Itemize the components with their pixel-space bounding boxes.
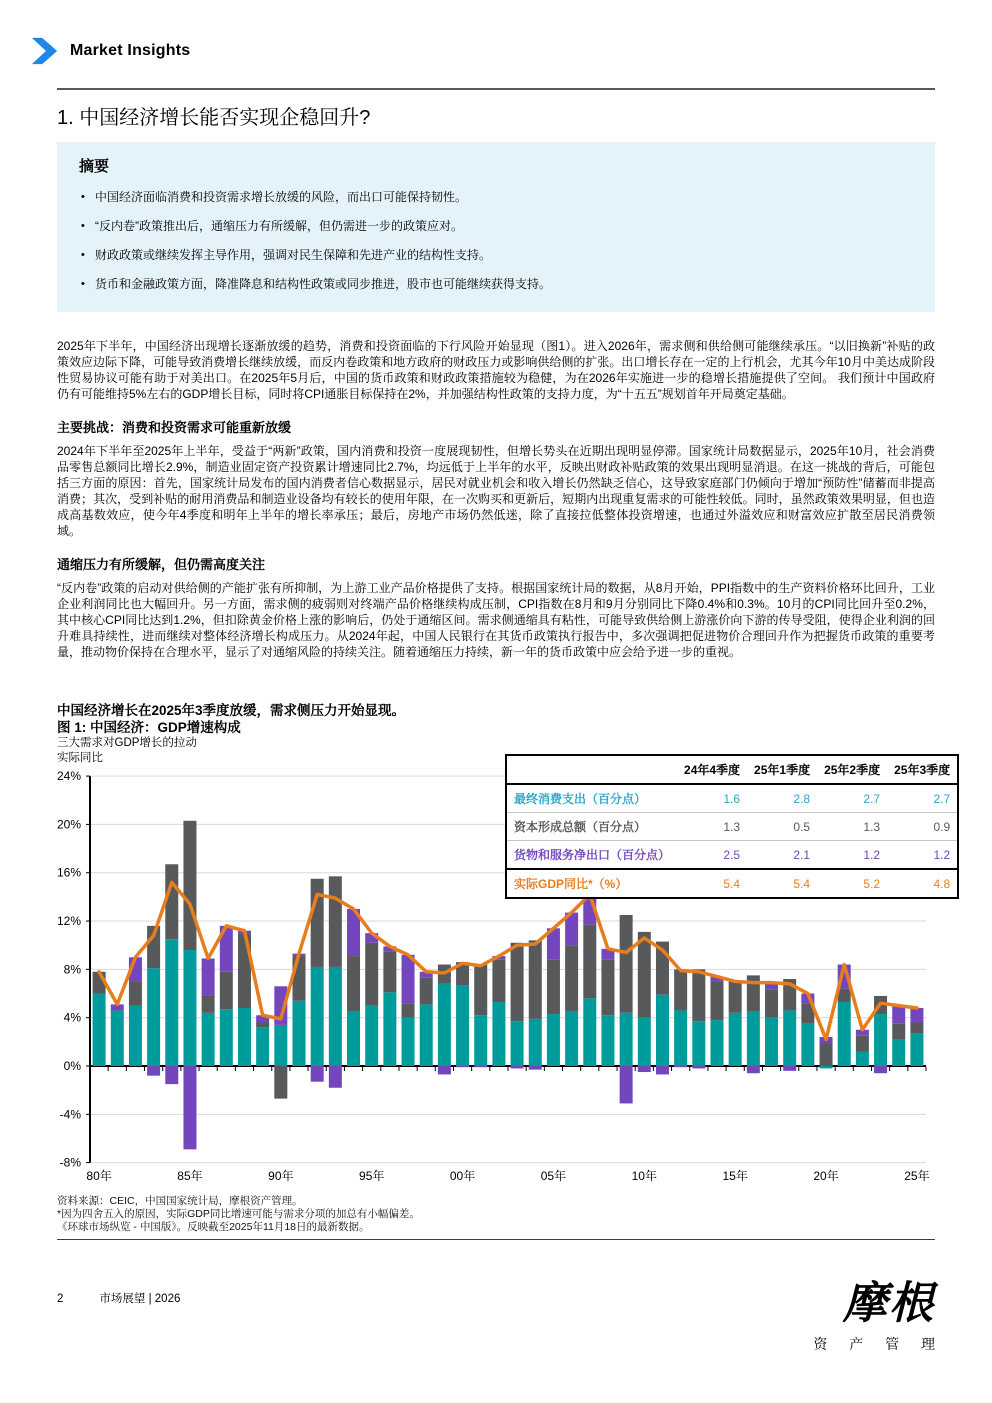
bar-segment xyxy=(383,992,396,1066)
bar-segment xyxy=(293,1001,306,1066)
bar-segment xyxy=(365,1006,378,1066)
table-value-cell: 2.1 xyxy=(747,841,817,870)
bar-segment xyxy=(438,984,451,1066)
bar-segment xyxy=(692,1021,705,1066)
bar-segment xyxy=(511,943,524,1022)
source-note: 资料来源：CEIC，中国国家统计局，摩根资产管理。 xyxy=(57,1195,303,1207)
svg-text:25年: 25年 xyxy=(904,1169,930,1183)
bar-segment xyxy=(547,1014,560,1066)
bar-segment xyxy=(165,1066,178,1084)
bar-segment xyxy=(729,1013,742,1066)
bar-segment xyxy=(638,1066,651,1072)
summary-box xyxy=(57,142,935,312)
bar-segment xyxy=(329,876,342,967)
bar-segment xyxy=(910,1033,923,1066)
company-logo xyxy=(813,1278,944,1354)
intro-paragraph: 2025年下半年，中国经济出现增长逐渐放缓的趋势，消费和投资面临的下行风险开始显现（图1）。进入2026年，需求侧和供给侧可能继续承压。“以旧换新”补贴的政策效应边际下降，可能导致消费增长继续放缓，而反内卷政策和地方政府的财政压力或影响供给侧的扩张。出口增长存在一定的上行机会，尤其今年10月中美达成阶段性贸易协议可能有助于对美出口。在2025年5月后，中国的货币政策和财政政策措施较为稳健，为在2026年实施进一步的稳增长措施提供了空间。 我们预计中国政府仍有可能维持5%左右的GDP增长目标，同时将CPI通胀目标保持在2%，并加强结构性政策的支持力度，为“十五五”规划首年开局奠定基础。 xyxy=(57,339,935,401)
bar-segment xyxy=(892,1024,905,1040)
bar-segment xyxy=(492,960,505,1002)
bar-segment xyxy=(420,1004,433,1066)
bar-segment xyxy=(892,1039,905,1066)
figure-yoy-note: 实际同比 xyxy=(57,752,103,764)
svg-text:16%: 16% xyxy=(56,865,81,880)
bar-segment xyxy=(202,1013,215,1066)
figure-title: 图 1: 中国经济：GDP增速构成 xyxy=(57,720,241,735)
table-value-cell: 0.9 xyxy=(887,813,958,841)
svg-text:0%: 0% xyxy=(63,1059,81,1073)
bar-segment xyxy=(674,1010,687,1066)
bar-segment xyxy=(601,960,614,1016)
bar-segment xyxy=(202,996,215,1013)
bar-segment xyxy=(692,969,705,1021)
page-footer xyxy=(57,1290,935,1306)
bar-segment xyxy=(256,1023,269,1028)
bar-segment xyxy=(311,967,324,1066)
bar-segment xyxy=(529,1066,542,1070)
bar-segment xyxy=(274,1025,287,1066)
bar-segment xyxy=(511,1066,524,1068)
bar-segment xyxy=(293,956,306,1001)
bar-segment xyxy=(765,990,778,1018)
summary-bullet: • 货币和金融政策方面，降准降息和结构性政策或同步推进，股市也可能继续获得支持。 xyxy=(79,276,913,292)
svg-text:80年: 80年 xyxy=(86,1169,112,1183)
bar-segment xyxy=(111,1010,124,1066)
figure-lead: 中国经济增长在2025年3季度放缓，需求侧压力开始显现。 xyxy=(57,703,406,718)
table-value-cell: 2.5 xyxy=(677,841,747,870)
rounding-note: *因为四舍五入的原因，实际GDP同比增速可能与需求分项的加总有小幅偏差。 xyxy=(57,1208,420,1220)
page-number: 2 xyxy=(57,1293,64,1305)
bar-segment xyxy=(583,998,596,1066)
table-quarter-header: 24年4季度 xyxy=(677,755,747,784)
table-value-cell: 2.7 xyxy=(933,791,951,806)
bar-segment xyxy=(674,969,687,1010)
summary-title: 摘要 xyxy=(79,158,110,175)
table-row-label: 资本形成总额（百分点） xyxy=(506,813,677,841)
table-value-cell: 1.2 xyxy=(887,841,958,870)
guide-note: 《环球市场纵览 - 中国版》。反映截至2025年11月18日的最新数据。 xyxy=(57,1221,370,1233)
bar-segment xyxy=(765,1018,778,1066)
table-row xyxy=(506,784,958,813)
bar-segment xyxy=(147,968,160,1066)
bar-segment xyxy=(183,821,196,950)
bar-segment xyxy=(892,1006,905,1024)
bar-segment xyxy=(783,1066,796,1071)
table-row xyxy=(506,841,958,870)
gdp-chart xyxy=(50,763,951,1190)
bar-segment xyxy=(202,958,215,995)
table-row-label: 实际GDP同比*（%） xyxy=(506,869,677,898)
footer-title: 市场展望 | 2026 xyxy=(99,1293,181,1305)
bar-segment xyxy=(474,1066,487,1067)
bar-segment xyxy=(474,965,487,1016)
bar-segment xyxy=(674,1066,687,1067)
bar-segment xyxy=(529,940,542,1019)
bar-segment xyxy=(856,1052,869,1066)
svg-text:05年: 05年 xyxy=(540,1169,567,1183)
bar-segment xyxy=(311,1066,324,1082)
bar-segment xyxy=(402,1018,415,1066)
bar-segment xyxy=(402,1003,415,1017)
bar-segment xyxy=(165,864,178,939)
bar-segment xyxy=(438,1066,451,1074)
svg-text:20%: 20% xyxy=(56,817,81,832)
bar-segment xyxy=(511,1021,524,1066)
bar-segment xyxy=(565,945,578,1011)
brand-title: Market Insights xyxy=(70,42,191,59)
svg-text:20年: 20年 xyxy=(813,1169,839,1183)
svg-text:-4%: -4% xyxy=(59,1107,81,1122)
bar-segment xyxy=(274,1066,287,1099)
svg-text:12%: 12% xyxy=(56,914,81,929)
bar-segment xyxy=(820,1043,833,1066)
quarterly-contribution-table xyxy=(505,754,959,899)
bar-segment xyxy=(783,1010,796,1066)
deflation-paragraph: “反内卷”政策的启动对供给侧的产能扩张有所抑制，为上游工业产品价格提供了支持。根据国家统计局的数据，从8月开始，PPI指数中的生产资料价格环比回升，工业企业利润同比也大幅回升。另一方面，需求侧的疲弱则对终端产品价格继续构成压制，CPI指数在8月和9月分别同比下降0.4%和0.3%。10月的CPI同比回升至0.2%，其中核心CPI同比达到1.2%，但扣除黄金价格上涨的影响后，仍处于通缩区间。需求侧通缩具有粘性，可能导致供给侧上游涨价向下游的传导受阻，使得企业利润的回升难具持续性，进而继续对整体经济增长构成压力。从2024年起，中国人民银行在其货币政策执行报告中，多次强调把促进物价合理回升作为把握货币政策的重要考量，推动物价保持在合理水平，显示了对通缩风险的持续关注。随着通缩压力持续，新一年的货币政策中应会给予进一步的重视。 xyxy=(57,581,935,659)
bars-最终消费支出 xyxy=(93,939,924,1068)
bar-segment xyxy=(165,939,178,1066)
bar-segment xyxy=(256,1027,269,1066)
bar-segment xyxy=(620,1013,633,1066)
bar-segment xyxy=(620,1066,633,1103)
table-row-label: 最终消费支出（百分点） xyxy=(514,792,647,806)
company-logo-sub: 资 产 管 理 xyxy=(813,1336,944,1352)
bar-segment xyxy=(220,1009,233,1066)
bar-segment xyxy=(529,1019,542,1066)
bar-segment xyxy=(820,1066,833,1068)
figure-notes xyxy=(57,1195,935,1234)
figure-subtitle: 三大需求对GDP增长的拉动 xyxy=(57,737,197,749)
table-row xyxy=(506,869,958,898)
table-quarter-header: 25年1季度 xyxy=(747,755,817,784)
bar-segment xyxy=(238,1008,251,1066)
summary-list xyxy=(79,189,913,292)
bar-segment xyxy=(129,1006,142,1066)
bar-segment xyxy=(220,972,233,1009)
bar-segment xyxy=(711,981,724,1020)
bar-segment xyxy=(347,1012,360,1066)
bar-segment xyxy=(856,1036,869,1052)
company-logo-main: 摩根 xyxy=(843,1278,935,1329)
bar-segment xyxy=(601,1015,614,1066)
table-value-cell: 4.8 xyxy=(887,869,958,898)
bar-segment xyxy=(383,951,396,992)
bar-segment xyxy=(910,1008,923,1022)
table-value-cell: 5.4 xyxy=(747,869,817,898)
bar-segment xyxy=(801,1024,814,1066)
market-insights-logo-icon xyxy=(30,36,60,66)
summary-bullet: • 财政政策或继续发挥主导作用，强调对民生保障和先进产业的结构性支持。 xyxy=(79,247,913,263)
table-value-cell: 1.2 xyxy=(817,841,887,870)
challenges-paragraph: 2024年下半年至2025年上半年，受益于“两新”政策，国内消费和投资一度展现韧性，但增长势头在近期出现明显停滞。国家统计局数据显示，2025年10月，社会消费品零售总额同比增长2.9%，制造业固定资产投资累计增速同比2.7%，均远低于上半年的水平，反映出财政补贴政策的效果出现明显消退。在这一挑战的背后，可能包括三方面的原因：首先，国家统计局发布的国内消费者信心数据显示，居民对就业机会和收入增长仍然缺乏信心，这导致家庭部门仍倾向于增加“预防性”储蓄而非提高消费；其次，受到补贴的耐用消费品和制造业设备均有较长的使用年限，在一次购买和更新后，短期内出现重复需求的可能性较低。同时，虽然政策效果明显，但也造成高基数效应，使今年4季度和明年上半年的增长率承压；最后，房地产市场仍然低迷，除了直接拉低整体投资增速，也通过外溢效应和财富效应扩散至居民消费领域。 xyxy=(57,444,935,538)
bar-segment xyxy=(492,1002,505,1066)
bar-segment xyxy=(729,981,742,1012)
table-value-cell: 2.7 xyxy=(863,791,881,806)
section-heading-deflation: 通缩压力有所缓解，但仍需高度关注 xyxy=(57,557,266,572)
svg-text:10年: 10年 xyxy=(631,1169,657,1183)
bar-segment xyxy=(456,985,469,1066)
page-title: 1. 中国经济增长能否实现企稳回升? xyxy=(57,107,371,129)
bar-segment xyxy=(692,1066,705,1068)
bar-segment xyxy=(638,1018,651,1066)
bar-segment xyxy=(747,1012,760,1066)
bar-segment xyxy=(329,967,342,1066)
bar-segment xyxy=(329,1066,342,1088)
table-value-cell: 5.4 xyxy=(677,869,747,898)
figure-1 xyxy=(56,702,951,1234)
section-heading-challenges: 主要挑战：消费和投资需求可能重新放缓 xyxy=(57,420,292,435)
table-row-label: 货物和服务净出口（百分点） xyxy=(506,841,677,870)
x-axis-labels xyxy=(86,1168,929,1183)
y-axis-labels xyxy=(57,769,90,1170)
bar-segment xyxy=(910,1023,923,1034)
bar-segment xyxy=(638,932,651,1018)
table-value-cell: 1.3 xyxy=(677,813,747,841)
bar-segment xyxy=(583,925,596,999)
bar-segment xyxy=(474,1015,487,1066)
summary-bullet: • 中国经济面临消费和投资需求增长放缓的风险，而出口可能保持韧性。 xyxy=(79,189,913,205)
bar-segment xyxy=(129,981,142,1005)
bar-segment xyxy=(874,1014,887,1066)
bar-segment xyxy=(147,1066,160,1076)
table-value-cell: 1.6 xyxy=(723,791,741,806)
bar-segment xyxy=(365,943,378,1006)
svg-text:-8%: -8% xyxy=(59,1155,81,1170)
bar-segment xyxy=(456,1066,469,1067)
table-value-cell: 1.3 xyxy=(817,813,887,841)
table-quarter-header: 25年2季度 xyxy=(817,755,887,784)
summary-bullet: • “反内卷”政策推出后，通缩压力有所缓解，但仍需进一步的政策应对。 xyxy=(79,218,913,234)
header-divider xyxy=(57,88,935,90)
bar-segment xyxy=(565,1012,578,1066)
svg-text:95年: 95年 xyxy=(359,1169,385,1183)
bar-segment xyxy=(620,915,633,1013)
table-value-cell: 0.5 xyxy=(747,813,817,841)
bar-segment xyxy=(347,956,360,1012)
bar-segment xyxy=(311,879,324,967)
table-value-cell: 2.8 xyxy=(793,791,811,806)
bar-segment xyxy=(838,1002,851,1066)
header xyxy=(30,0,935,66)
svg-text:24%: 24% xyxy=(56,769,81,784)
table-value-cell: 5.2 xyxy=(817,869,887,898)
bar-segment xyxy=(183,1066,196,1149)
bar-segment xyxy=(747,1066,760,1073)
svg-text:8%: 8% xyxy=(63,962,81,977)
svg-text:90年: 90年 xyxy=(268,1169,294,1183)
bar-segment xyxy=(874,1066,887,1073)
footer-divider xyxy=(57,1239,935,1240)
bar-segment xyxy=(656,995,669,1066)
bar-segment xyxy=(93,994,106,1066)
table-quarter-header: 25年3季度 xyxy=(887,755,958,784)
bar-segment xyxy=(656,1066,669,1074)
svg-text:00年: 00年 xyxy=(449,1169,476,1183)
bar-segment xyxy=(183,950,196,1066)
bar-segment xyxy=(547,960,560,1014)
bar-segment xyxy=(402,955,415,1003)
table-row xyxy=(506,813,958,841)
svg-text:15年: 15年 xyxy=(722,1169,748,1183)
table-corner-cell xyxy=(506,755,677,784)
bar-segment xyxy=(711,1020,724,1066)
table-header-row xyxy=(506,755,958,784)
bar-segment xyxy=(420,978,433,1005)
svg-text:85年: 85年 xyxy=(177,1169,203,1183)
svg-text:4%: 4% xyxy=(63,1010,81,1025)
